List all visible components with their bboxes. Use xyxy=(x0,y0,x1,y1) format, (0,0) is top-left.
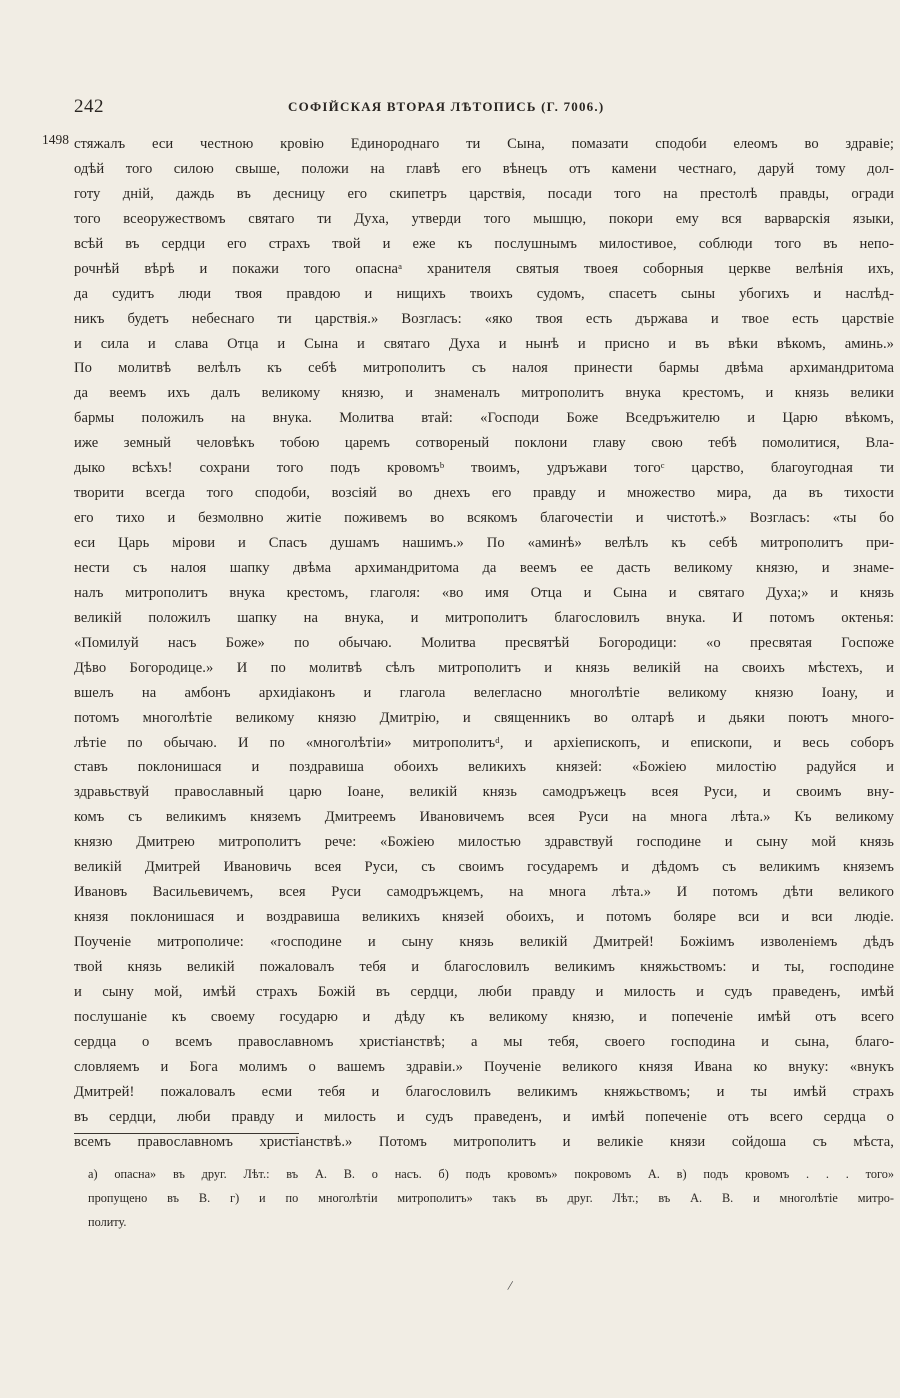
text-line: нести съ налоя шапку двѣма архимандритома да веемъ ее дасть великому князю, и знаме- xyxy=(74,559,894,576)
text-line: лѣтіе по обычаю. И по «многолѣтіи» митрополитъᵈ, и архіепископъ, и епископи, и весь соборъ xyxy=(74,734,894,751)
text-line: сердца о всемъ православномъ христіанствѣ; а мы тебя, своего господина и сына, благо- xyxy=(74,1033,894,1050)
footnotes xyxy=(88,1162,894,1234)
running-title: СОФІЙСКАЯ ВТОРАЯ ЛѢТОПИСЬ (Г. 7006.) xyxy=(288,99,605,114)
text-line: иже земный человѣкъ тобою царемъ сотвореный поклони главу свою тебѣ помолитися, Вла- xyxy=(74,435,894,452)
text-line: еси Царь мірови и Спасъ душамъ нашимъ.» По «аминѣ» велѣлъ къ себѣ митрополитъ при- xyxy=(74,535,894,551)
text-line: того всеоружествомъ святаго ти Духа, утверди того мышцю, покори ему вся варварскія языки, xyxy=(74,210,894,227)
text-line: никъ будетъ небеснаго ти царствія.» Возгласъ: «яко твоя есть държава и твое есть царствіе xyxy=(74,310,894,327)
footnote-line: политу. xyxy=(88,1215,127,1229)
footnote-separator xyxy=(74,1133,299,1134)
text-line: бармы положилъ на внука. Молитва втай: «Господи Боже Вседръжителю и Царю вѣкомъ, xyxy=(74,410,894,427)
text-line: Дѣво Богородице.» И по молитвѣ сѣлъ митрополитъ и князь великій на своихъ мѣстехъ, и xyxy=(74,659,894,676)
text-line: потомъ многолѣтіе великому князю Дмитрію, и священникъ во олтарѣ и дьяки поютъ много- xyxy=(74,709,894,726)
text-line: Ивановъ Васильевичемъ, всея Руси самодръжцемъ, на многа лѣта.» И потомъ дѣти великого xyxy=(74,884,894,901)
text-line: и сыну мой, имѣй страхъ Божій въ сердци, люби правду и милость и судъ праведенъ, имѣй xyxy=(74,983,894,1000)
body-text xyxy=(42,132,894,1154)
text-line: вшелъ на амбонъ архидіаконъ и глагола велегласно многолѣтіе великому князю Іоану, и xyxy=(74,684,894,701)
text-line: твой князь великій пожаловалъ тебя и благословилъ великимъ княжьствомъ: и ты, господине xyxy=(74,958,894,975)
text-line: великій положилъ шапку на внука, и митрополитъ благословилъ внука. И потомъ октенья: xyxy=(74,609,894,626)
text-line: и сила и слава Отца и Сына и святаго Духа и нынѣ и присно и въ вѣки вѣкомъ, аминь.» xyxy=(74,335,894,352)
text-line: По молитвѣ велѣлъ къ себѣ митрополитъ съ налоя принести бармы двѣма архимандритома xyxy=(74,360,894,377)
stray-pen-mark: / xyxy=(506,1278,514,1295)
footnote-line: пропущено въ В. г) и по многолѣтіи митрополитъ» такъ въ друг. Лѣт.; въ А. В. и многолѣтіе митро- xyxy=(88,1191,894,1205)
text-line: «Помилуй насъ Боже» по обычаю. Молитва пресвятѣй Богородици: «о пресвятая Госпоже xyxy=(74,634,894,651)
text-line: всѣй въ сердци его страхъ твой и еже къ послушнымъ милостивое, соблюди того въ непо- xyxy=(74,235,894,252)
text-line: да судитъ люди твоя правдою и нищихъ твоихъ судомъ, спасетъ сыны убогихъ и наслѣд- xyxy=(74,285,894,302)
text-line: налъ митрополитъ внука крестомъ, глаголя: «во имя Отца и Сына и святаго Духа;» и князь xyxy=(74,584,894,601)
text-line: въ сердци, люби правду и милость и судъ праведенъ, и имѣй попеченіе отъ всего сердца о xyxy=(74,1108,894,1125)
text-line: Дмитрей! пожаловалъ есми тебя и благословилъ великимъ княжьствомъ; и ты имѣй страхъ xyxy=(74,1083,894,1100)
footnote-line: а) опасна» въ друг. Лѣт.: въ А. В. о насъ. б) подъ кровомъ» покровомъ А. в) подъ кровомъ . . . того» xyxy=(88,1167,894,1181)
text-line: ставъ поклонишася и поздравиша обоихъ великихъ князей: «Божіею милостію радуйся и xyxy=(74,759,894,776)
margin-year: 1498 xyxy=(42,132,69,147)
text-line: рочнѣй вѣрѣ и покажи того опаснаᵃ хранителя святыя твоея соборныя церкве велѣнія ихъ, xyxy=(74,260,894,277)
text-line: князя поклонишася и воздравиша великихъ князей обоихъ, и потомъ боляре вси и вси людіе. xyxy=(74,909,894,926)
text-line: одѣй того силою свыше, положи на главѣ его вѣнецъ отъ камени честнаго, даруй тому дол- xyxy=(74,160,894,177)
text-line: дыко всѣхъ! сохрани того подъ кровомъᵇ твоимъ, удръжави тогоᶜ царство, благоугодная ти xyxy=(74,460,894,477)
text-line: комъ съ великимъ княземъ Дмитреемъ Ивановичемъ всея Руси на многа лѣта.» Къ великому xyxy=(74,809,894,826)
text-line: послушаніе къ своему государю и дѣду къ великому князю, и попеченіе имѣй отъ всего xyxy=(74,1008,894,1025)
text-line: творити всегда того сподоби, возсіяй во днехъ его правду и множество мира, да въ тихости xyxy=(74,485,894,502)
text-line: словляемъ и Бога молимъ о вашемъ здравіи.» Поученіе великого князя Ивана ко внуку: «внукъ xyxy=(74,1058,894,1075)
text-line: здравьствуй православный царю Іоане, великій князь самодръжецъ всея Руси, и своимъ вну- xyxy=(74,784,894,801)
text-line: готу дній, даждь въ десницу его скипетръ царствія, посади того на престолѣ правды, огради xyxy=(74,185,894,202)
text-line: Поученіе митрополиче: «господине и сыну князь великій Дмитрей! Божіимъ изволеніемъ дѣдъ xyxy=(74,934,894,950)
text-line: стяжалъ еси честною кровію Единороднаго ти Сына, помазати сподоби елеомъ во здравіе; xyxy=(74,136,894,152)
page-header xyxy=(74,96,874,120)
text-line: всемъ православномъ христіанствѣ.» Потомъ митрополитъ и великіе князи сойдоша съ мѣста, xyxy=(74,1133,894,1150)
text-line: великій Дмитрей Ивановичь всея Руси, съ своимъ государемъ и дѣдомъ съ великимъ княземъ xyxy=(74,859,894,876)
page-number: 242 xyxy=(74,96,104,117)
text-line: князю Дмитрею митрополитъ рече: «Божіею милостью здравствуй господине и сыну мой князь xyxy=(74,834,894,851)
text-line: его тихо и безмолвно житіе поживемъ во всякомъ благочестіи и чистотѣ.» Возгласъ: «ты бо xyxy=(74,510,894,527)
text-line: да веемъ ихъ далъ великому князю, и знаменалъ митрополитъ внука крестомъ, и князь велики xyxy=(74,385,894,402)
